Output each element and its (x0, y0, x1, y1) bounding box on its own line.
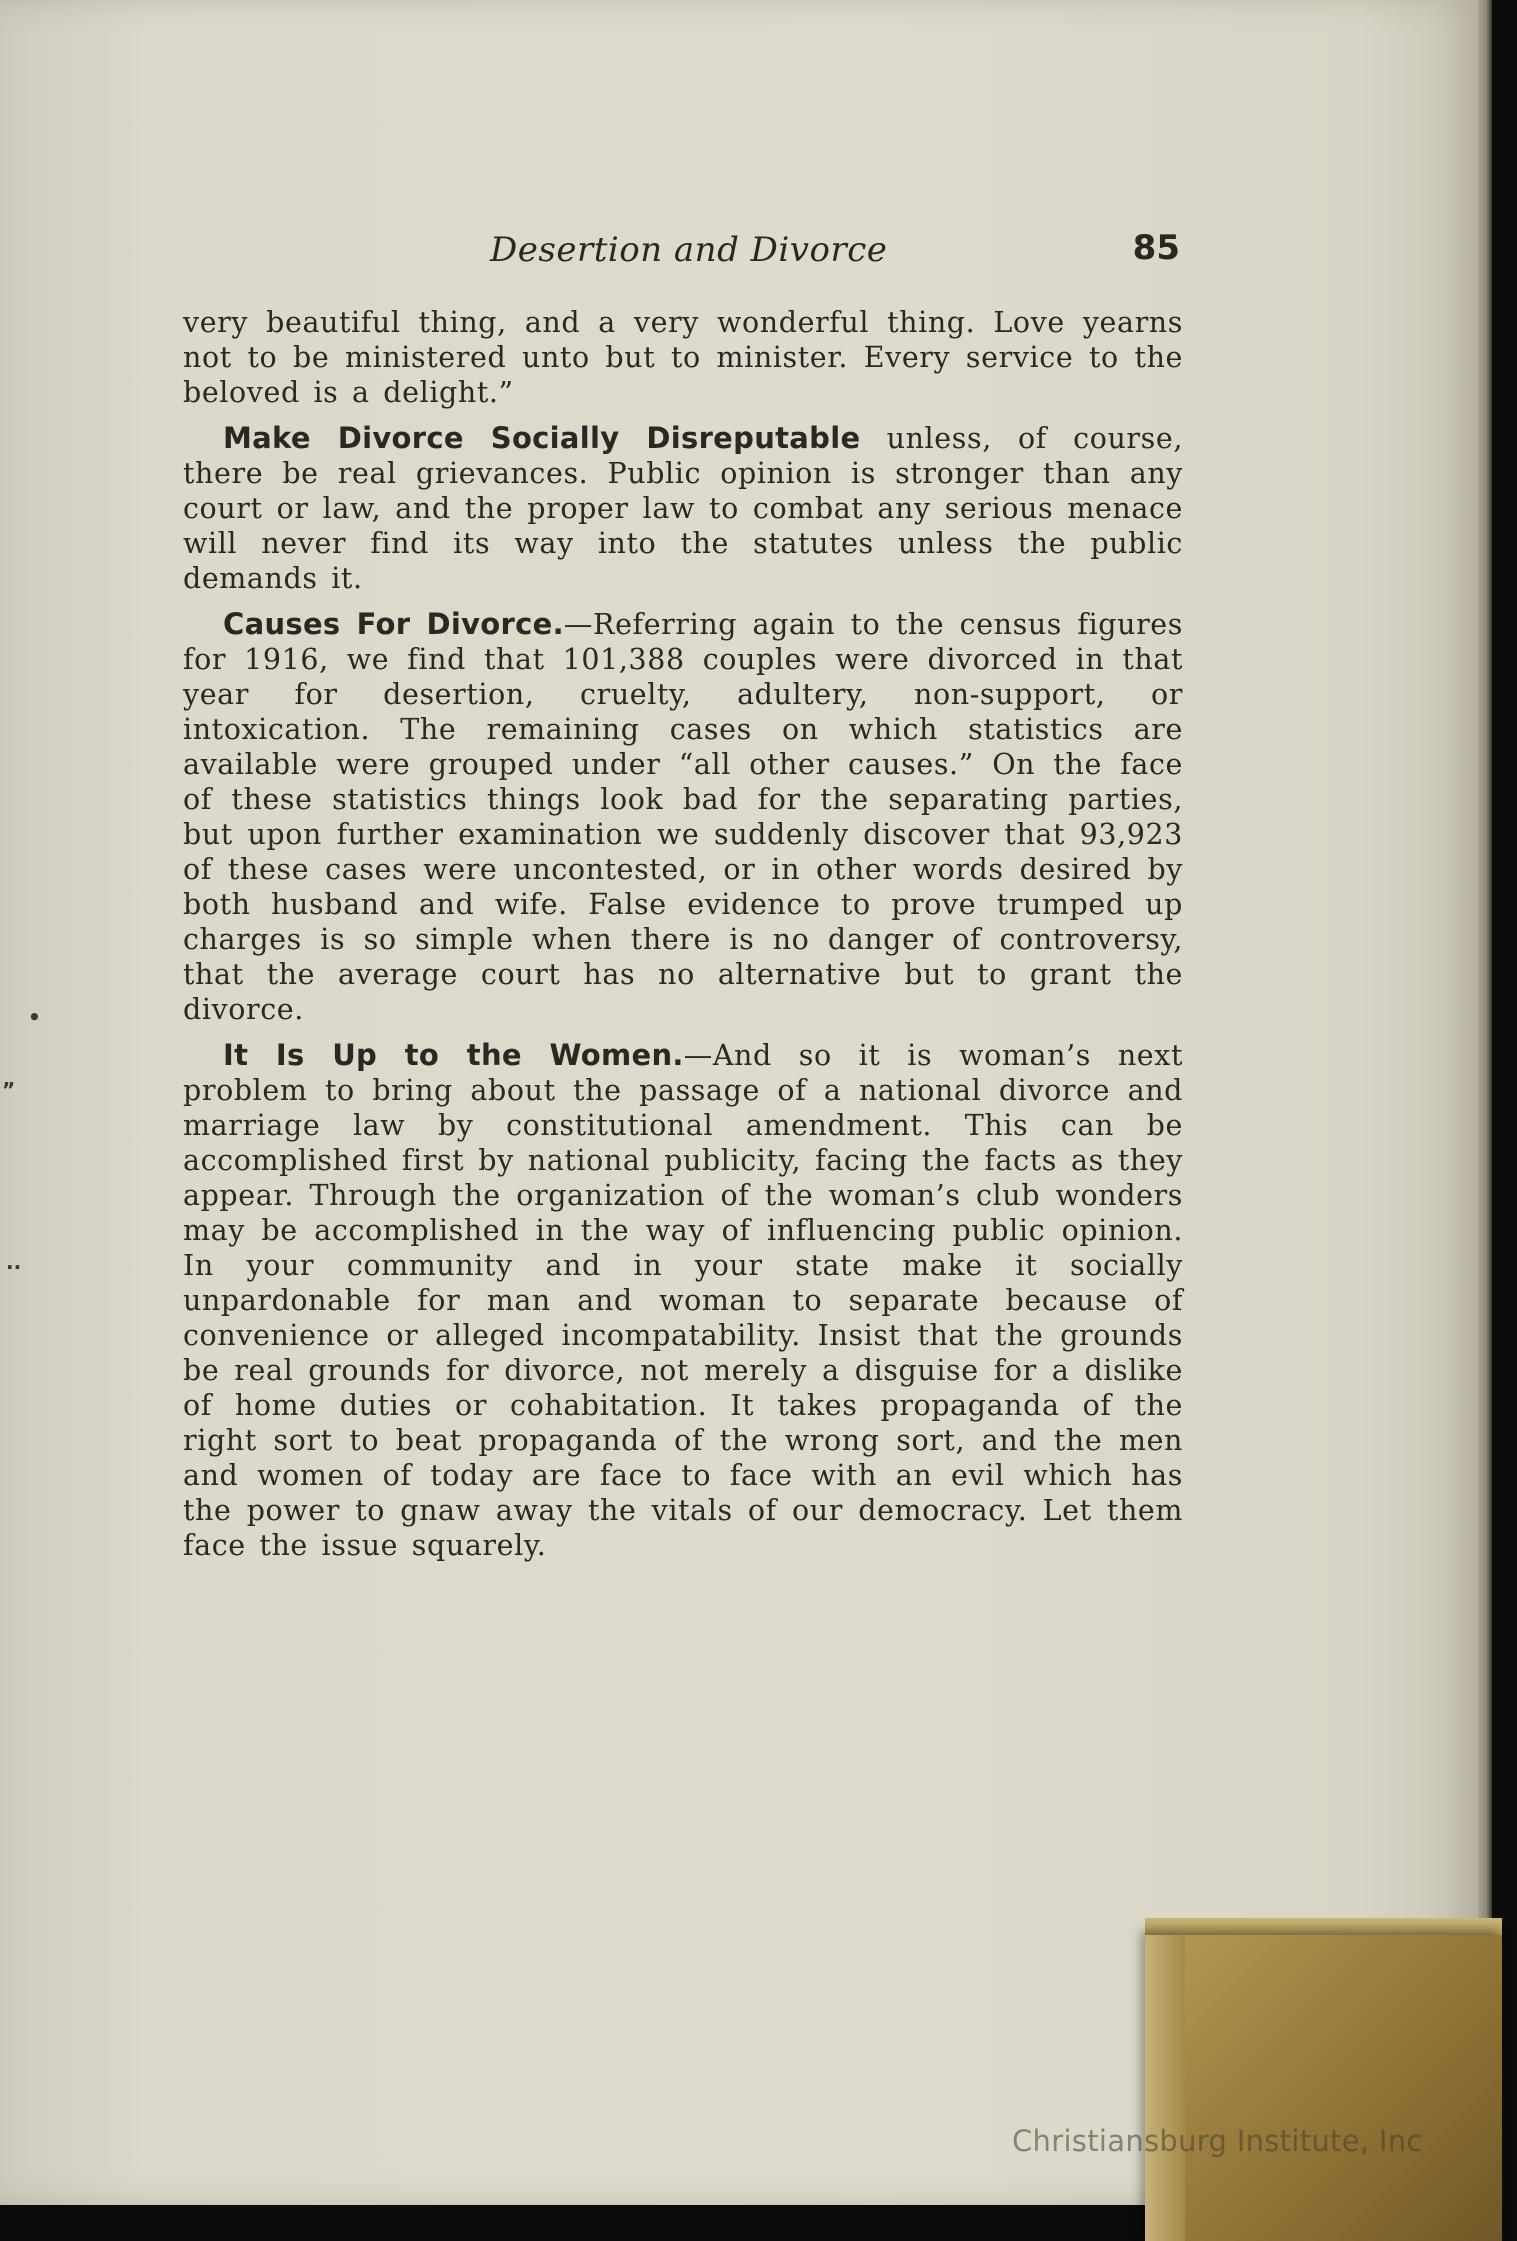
wood-block-side (1145, 1935, 1185, 2241)
paragraph-lead: Causes For Divorce. (223, 607, 564, 641)
margin-speck: ” (2, 1078, 16, 1102)
page-edge-shadow (1478, 0, 1492, 2205)
watermark: Christiansburg Institute, Inc (1012, 2124, 1423, 2158)
page-number: 85 (1132, 228, 1180, 268)
body-text (183, 305, 1183, 1574)
running-title: Desertion and Divorce (490, 230, 888, 270)
margin-speck: • (28, 1005, 41, 1029)
paragraph-causes-for-divorce (183, 607, 1183, 1027)
wood-page-weight (1145, 1935, 1502, 2241)
paragraph-text: very beautiful thing, and a very wonderful thing. Love yearns not to be ministered unto but to minister. Every service to the beloved is a delight.” (183, 306, 1183, 409)
paragraph-make-divorce-disreputable (183, 421, 1183, 596)
paragraph-up-to-the-women (183, 1038, 1183, 1563)
margin-speck: ·· (6, 1255, 22, 1279)
paragraph-text: —And so it is woman’s next problem to bring about the passage of a national divorce and marriage law by constitutional amendment. This can be accomplished first by national publicity, facing the facts as they appear. Through the organization of the woman’s club wonders may be accomplished in the way of influencing public opinion. In your community and in your state make it socially unpardonable for man and woman to separate because of convenience or alleged incompatability. Insist that the grounds be real grounds for divorce, not merely a disguise for a dislike of home duties or cohabitation. It takes propaganda of the right sort to beat propaganda of the wrong sort, and the men and women of today are face to face with an evil which has the power to gnaw away the vitals of our democracy. Let them face the issue squarely. (183, 1039, 1184, 1562)
paragraph-continuation (183, 305, 1183, 410)
paragraph-text: unless, of course, there be real grievances. Public opinion is stronger than any court or law, and the proper law to combat any serious menace will never find its way into the statutes unless the public demands it. (183, 422, 1183, 595)
paragraph-text: —Referring again to the census figures for 1916, we find that 101,388 couples were divorced in that year for desertion, cruelty, adultery, non-support, or intoxication. The remaining cases on which statistics are available were grouped under “all other causes.” On the face of these statistics things look bad for the separating parties, but upon further examination we suddenly discover that 93,923 of these cases were uncontested, or in other words desired by both husband and wife. False evidence to prove trumped up charges is so simple when there is no danger of controversy, that the average court has no alternative but to grant the divorce. (183, 608, 1183, 1026)
paragraph-lead: Make Divorce Socially Disreputable (223, 421, 861, 455)
paragraph-lead: It Is Up to the Women. (223, 1038, 684, 1072)
page-header (330, 230, 1180, 280)
